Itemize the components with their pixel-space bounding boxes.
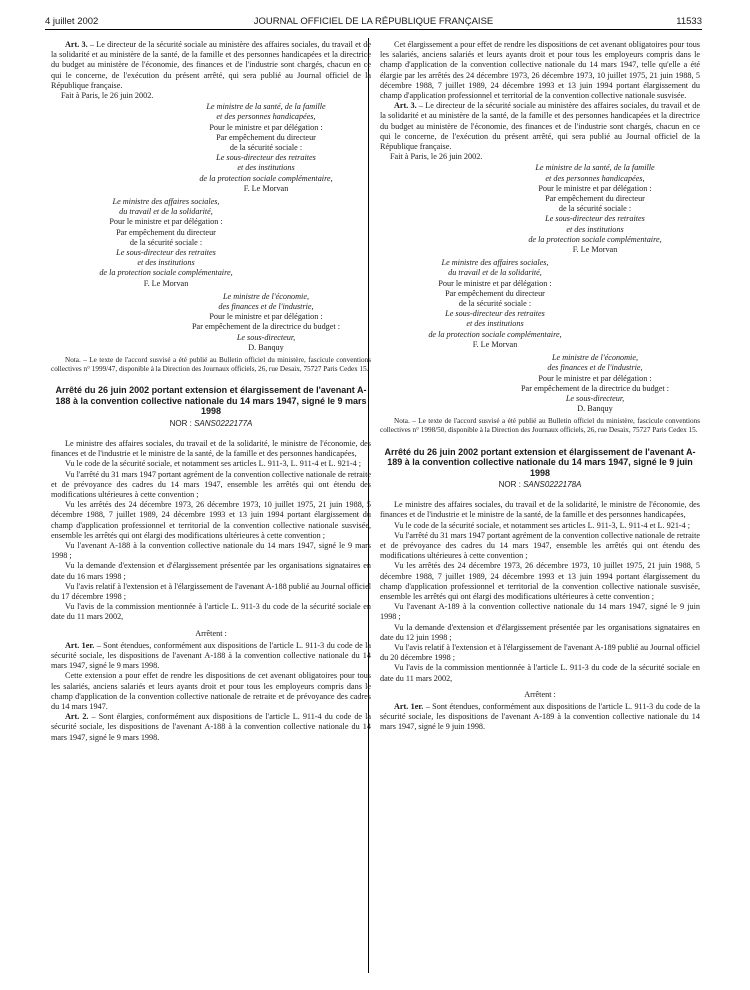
signature-line: Pour le ministre et par délégation : <box>538 183 652 193</box>
preamble-paragraph: Vu le code de la sécurité sociale, et notamment ses articles L. 911-3, L. 911-4 et L. 921-4 ; <box>394 520 691 530</box>
signature-line: de la protection sociale complémentaire, <box>199 173 333 183</box>
signature-block-economie <box>490 353 700 414</box>
preamble-paragraph: Vu les arrêtés des 24 décembre 1973, 26 décembre 1973, 10 juillet 1975, 21 juin 1988, 5 décembre 1988, 7 juillet 1989, 24 décembre 1993 et 13 juin 1994 portant élargissement du champ d'application professionnel et territorial de la convention collective nationale susvisée, ensemble les arrêtés qui ont élargi des modifications ultérieures à cette convention ; <box>51 500 371 540</box>
article-label: Art. 2. <box>65 712 89 722</box>
signature-block-sante <box>490 163 700 255</box>
signature-line: Le sous-directeur, <box>236 332 296 342</box>
signature-line: de la sécurité sociale : <box>229 143 303 153</box>
signature-line: des finances et de l'industrie, <box>547 363 643 373</box>
preamble-paragraph: Vu l'avenant A-189 à la convention collective nationale du 14 mars 1947, signé le 9 juin 1998 ; <box>380 602 700 622</box>
signature-line: et des institutions <box>137 258 195 268</box>
signature-line: et des personnes handicapées, <box>545 173 645 183</box>
signatory-name: F. Le Morvan <box>243 183 289 193</box>
signatory-name: D. Banquy <box>248 342 284 352</box>
decree-title: Arrêté du 26 juin 2002 portant extension et élargissement de l'avenant A-189 à la convention collective nationale du 14 mars 1947, signé le 9 juin 1998 <box>384 446 696 478</box>
signature-line: Pour le ministre et par délégation : <box>538 373 652 383</box>
nor-reference <box>51 419 371 429</box>
signature-date: Fait à Paris, le 26 juin 2002. <box>390 152 483 162</box>
signatory-name: D. Banquy <box>577 404 613 414</box>
nor-code: SANS0222178A <box>523 480 582 489</box>
page-header <box>45 15 702 30</box>
signature-line: Par empêchement du directeur <box>545 194 645 204</box>
arretent-heading: Arrêtent : <box>195 628 227 638</box>
signature-block-affaires-sociales <box>380 258 610 350</box>
signature-line: Par empêchement du directeur <box>116 227 216 237</box>
signature-line: Pour le ministre et par délégation : <box>109 217 223 227</box>
decree-title: Arrêté du 26 juin 2002 portant extension et élargissement de l'avenant A-188 à la convention collective nationale du 14 mars 1947, signé le 9 mars 1998 <box>55 385 367 417</box>
preamble-paragraph: Vu le code de la sécurité sociale, et notamment ses articles L. 911-3, L. 911-4 et L. 921-4 ; <box>65 459 362 469</box>
article-2-paragraph-2: Cet élargissement a pour effet de rendre les dispositions de cet avenant obligatoires pour tous les salariés, anciens salariés et leurs ayants droit et pour tous les employeurs compris dans le champ d'application de la convention collective nationale du 14 mars 1947, telle qu'elle a été élargie par les arrêtés des 24 décembre 1973, 26 décembre 1973, 10 juillet 1975, 21 juin 1988, 5 décembre 1988, 7 juillet 1989, 24 décembre 1993 et 13 juin 1994 portant élargissement du champ d'application professionnel et territorial de la convention collective nationale susvisée. <box>380 40 700 101</box>
preamble-paragraph: Le ministre des affaires sociales, du travail et de la solidarité, le ministre de l'économie, des finances et de l'industrie et le ministre de la santé, de la famille et des personnes handicapées, <box>380 500 700 520</box>
signature-line: Pour le ministre et par délégation : <box>209 312 323 322</box>
preamble-paragraph: Vu l'arrêté du 31 mars 1947 portant agrément de la convention collective nationale de retraite et de prévoyance des cadres du 14 mars 1947, ensemble les arrêtés qui ont étendu des modifications ultérieures à cette convention ; <box>380 530 700 561</box>
preamble-paragraph: Le ministre des affaires sociales, du travail et de la solidarité, le ministre de l'économie, des finances et de l'industrie et le ministre de la santé, de la famille et des personnes handicapées, <box>51 438 371 459</box>
signature-line: Par empêchement de la directrice du budget : <box>521 383 669 393</box>
signature-line: de la protection sociale complémentaire, <box>528 234 662 244</box>
signature-line: de la protection sociale complémentaire, <box>99 268 233 278</box>
nota: Nota. – Le texte de l'accord susvisé a été publié au Bulletin officiel du ministère, fascicule conventions collectives n° 1999/47, disponible à la Direction des Journaux officiels, 26, rue Desaix, 75727 Paris Cedex 15. <box>51 356 371 373</box>
signatory-name: F. Le Morvan <box>472 339 518 349</box>
preamble-paragraph: Vu l'avenant A-188 à la convention collective nationale du 14 mars 1947, signé le 9 mars 1998 ; <box>51 541 371 561</box>
signature-line: de la sécurité sociale : <box>558 204 632 214</box>
preamble-paragraph: Vu l'avis relatif à l'extension et à l'élargissement de l'avenant A-189 publié au Journal officiel du 20 décembre 1998 ; <box>380 643 700 663</box>
signature-line: et des institutions <box>466 319 524 329</box>
article-text: – Sont étendues, conformément aux dispositions de l'article L. 911-3 du code de la sécurité sociale, les dispositions de l'avenant A-188 à la convention collective nationale du 14 mars 1947, signé le 9 mars 1998. <box>51 640 371 671</box>
signature-line: Le sous-directeur des retraites <box>445 309 545 319</box>
signature-line: Par empêchement du directeur <box>216 132 316 142</box>
signature-line: Le ministre des affaires sociales, <box>112 197 220 207</box>
preamble-paragraph: Vu la demande d'extension et d'élargissement présentée par les organisations signataires en date du 16 mars 1998 ; <box>51 561 371 581</box>
signature-line: et des institutions <box>237 163 295 173</box>
article-3 <box>380 101 700 152</box>
article-text: – Le directeur de la sécurité sociale au ministère des affaires sociales, du travail et de la solidarité et au ministère de la santé, de la famille et des personnes handicapées et la directrice du budget au ministère de l'économie, des finances et de l'industrie sont chargés, chacun en ce qui le concerne, de l'exécution du présent arrêté, qui sera publié au Journal officiel de la République française. <box>51 40 371 90</box>
signatory-name: F. Le Morvan <box>572 245 618 255</box>
signature-line: de la protection sociale complémentaire, <box>428 329 562 339</box>
preamble-paragraph: Vu la demande d'extension et d'élargissement présentée par les organisations signataires en date du 12 juin 1998 ; <box>380 622 700 642</box>
article-text: – Sont étendues, conformément aux dispositions de l'article L. 911-3 du code de la sécurité sociale, les dispositions de l'avenant A-189 à la convention collective nationale du 14 mars 1947, signé le 9 juin 1998. <box>380 702 700 732</box>
signature-line: du travail et de la solidarité, <box>119 207 213 217</box>
article-label: Art. 1er. <box>394 702 424 712</box>
signature-line: Le ministre des affaires sociales, <box>441 258 549 268</box>
signature-line: Le ministre de la santé, de la famille <box>535 163 655 173</box>
header-title: JOURNAL OFFICIEL DE LA RÉPUBLIQUE FRANÇAISE <box>253 16 494 27</box>
signature-line: et des personnes handicapées, <box>216 112 316 122</box>
nota: Nota. – Le texte de l'accord susvisé a été publié au Bulletin officiel du ministère, fascicule conventions collectives n° 1998/50, disponible à la Direction des Journaux officiels, 26, rue Desaix, 75727 Paris Cedex 15. <box>380 417 700 434</box>
signature-line: Pour le ministre et par délégation : <box>438 278 552 288</box>
signature-line: du travail et de la solidarité, <box>448 268 542 278</box>
signature-line: Le ministre de l'économie, <box>551 353 639 363</box>
nor-reference <box>380 480 700 490</box>
signature-line: Par empêchement de la directrice du budget : <box>192 322 340 332</box>
header-page-number: 11533 <box>676 16 702 27</box>
left-column <box>51 40 371 743</box>
preamble-paragraph: Vu l'avis de la commission mentionnée à l'article L. 911-3 du code de la sécurité sociale en date du 11 mars 2002, <box>380 663 700 683</box>
signature-line: Le sous-directeur, <box>565 393 625 403</box>
article-text: – Sont élargies, conformément aux dispositions de l'article L. 911-4 du code de la sécurité sociale, les dispositions de l'avenant A-188 à la convention collective nationale du 14 mars 1947, signé le 9 mars 1998. <box>51 712 371 742</box>
signature-line: de la sécurité sociale : <box>458 299 532 309</box>
signature-line: Par empêchement du directeur <box>445 288 545 298</box>
signature-line: Pour le ministre et par délégation : <box>209 122 323 132</box>
article-text: – Le directeur de la sécurité sociale au ministère des affaires sociales, du travail et de la solidarité et au ministère de la santé, de la famille et des personnes handicapées et la directrice du budget au ministère de l'économie, des finances et de l'industrie sont chargés, chacun en ce qui le concerne, de l'exécution du présent arrêté, qui sera publié au Journal officiel de la République française. <box>380 101 700 152</box>
signature-line: Le sous-directeur des retraites <box>116 248 216 258</box>
nor-code: SANS0222177A <box>194 418 253 428</box>
signature-line: Le ministre de l'économie, <box>222 291 310 301</box>
signature-block-affaires-sociales <box>51 197 281 289</box>
signature-block-economie <box>161 292 371 353</box>
right-column <box>380 40 700 733</box>
nor-label: NOR : <box>169 418 195 428</box>
signature-line: Le sous-directeur des retraites <box>216 153 316 163</box>
article-3 <box>51 40 371 91</box>
article-1-paragraph-2: Cette extension a pour effet de rendre les dispositions de cet avenant obligatoires pour tous les salariés, anciens salariés et leurs ayants droit et pour tous les employeurs compris dans le champ d'application de la convention collective nationale de retraite et de prévoyance des cadres du 14 mars 1947. <box>51 671 371 712</box>
signature-line: Le sous-directeur des retraites <box>545 214 645 224</box>
signatory-name: F. Le Morvan <box>143 278 189 288</box>
signature-line: des finances et de l'industrie, <box>218 302 314 312</box>
preamble-paragraph: Vu l'arrêté du 31 mars 1947 portant agrément de la convention collective nationale de retraite et de prévoyance des cadres du 14 mars 1947, ensemble les arrêtés qui ont étendu des modifications ultérieures à cette convention ; <box>51 469 371 499</box>
article-label: Art. 3. <box>65 40 88 49</box>
preamble-paragraph: Vu l'avis de la commission mentionnée à l'article L. 911-3 du code de la sécurité sociale en date du 11 mars 2002, <box>51 602 371 622</box>
article-2 <box>51 712 371 743</box>
article-label: Art. 1er. <box>65 640 95 650</box>
article-1 <box>51 641 371 672</box>
signature-block-sante <box>161 102 371 194</box>
arretent-heading: Arrêtent : <box>524 689 556 699</box>
signature-line: et des institutions <box>566 224 624 234</box>
preamble-paragraph: Vu l'avis relatif à l'extension et à l'élargissement de l'avenant A-188 publié au Journal officiel du 17 décembre 1998 ; <box>51 581 371 602</box>
article-label: Art. 3. <box>394 101 417 111</box>
nor-label: NOR : <box>498 480 524 489</box>
article-1 <box>380 702 700 733</box>
signature-date: Fait à Paris, le 26 juin 2002. <box>61 91 154 101</box>
signature-line: Le ministre de la santé, de la famille <box>206 102 326 112</box>
signature-line: de la sécurité sociale : <box>129 237 203 247</box>
header-date: 4 juillet 2002 <box>45 16 99 27</box>
preamble-paragraph: Vu les arrêtés des 24 décembre 1973, 26 décembre 1973, 10 juillet 1975, 21 juin 1988, 5 décembre 1988, 7 juillet 1989, 24 décembre 1993 et 13 juin 1994 portant élargissement du champ d'application professionnel et territorial de la convention collective nationale susvisée, ensemble les arrêtés qui ont élargi des modifications ultérieures à cette convention ; <box>380 561 700 602</box>
